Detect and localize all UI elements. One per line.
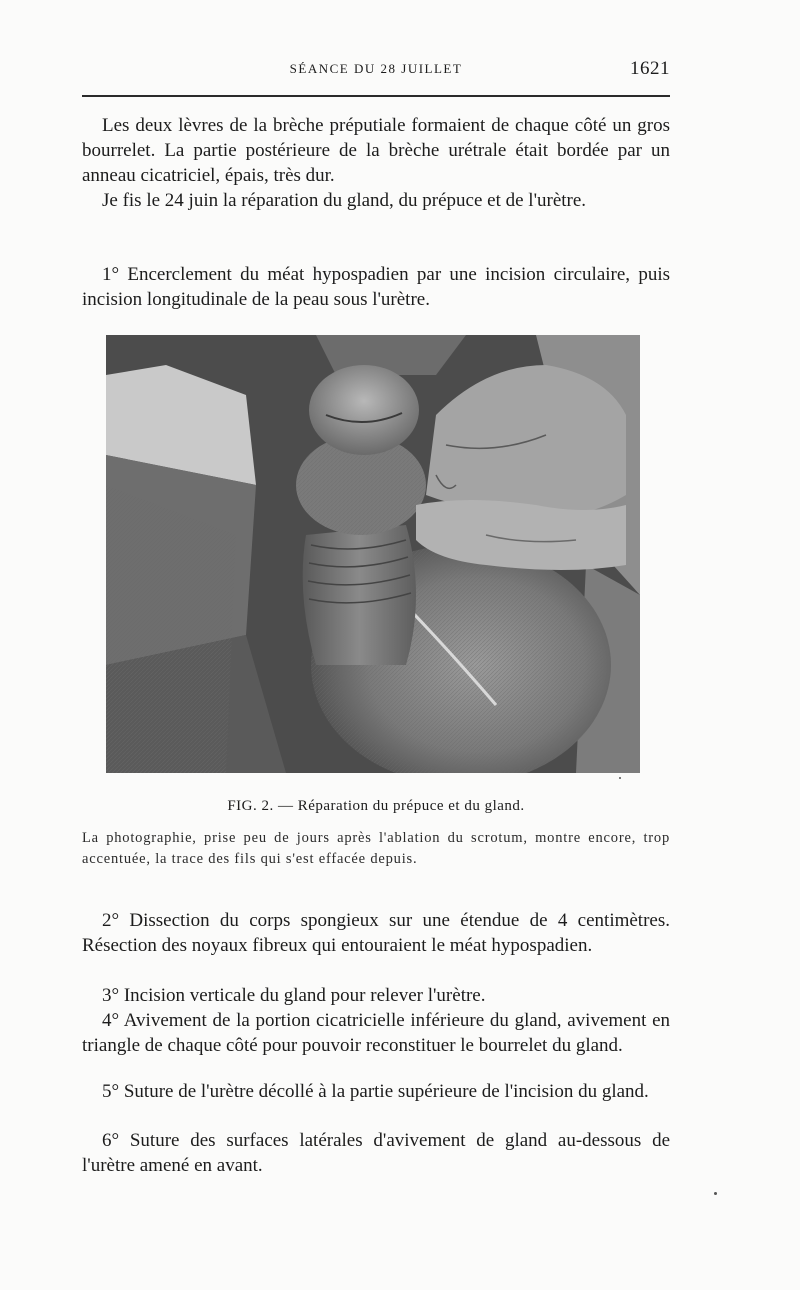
- photograph-illustration: [106, 335, 640, 773]
- page-number: 1621: [630, 58, 670, 79]
- paragraph-repair-date: Je fis le 24 juin la réparation du gland, du prépuce et de l'urètre.: [102, 190, 587, 211]
- paragraph-preputial-breach: Les deux lèvres de la brèche préputiale formaient de chaque côté un gros bourrelet. La partie postérieure de la brèche urétrale était bordée par un anneau cicatriciel, épais, très dur.: [82, 115, 670, 186]
- figure-caption: FIG. 2. — Réparation du prépuce et du gland.: [227, 798, 525, 814]
- print-speck: [714, 1192, 717, 1195]
- figure-legend: La photographie, prise peu de jours après l'ablation du scrotum, montre encore, trop accentuée, la trace des fils qui s'est effacée depuis.: [82, 830, 670, 867]
- clinical-photograph: [106, 335, 640, 773]
- print-speck: [619, 777, 621, 779]
- step-4-paragraph: 4° Avivement de la portion cicatricielle inférieure du gland, avivement en triangle de chaque côté pour pouvoir reconstituer le bourrelet du gland.: [82, 1010, 670, 1056]
- running-head: SÉANCE DU 28 JUILLET: [289, 61, 463, 76]
- step-5-paragraph: 5° Suture de l'urètre décollé à la partie supérieure de l'incision du gland.: [102, 1081, 649, 1102]
- step-1-paragraph: 1° Encerclement du méat hypospadien par une incision circulaire, puis incision longitudinale de la peau sous l'urètre.: [82, 264, 670, 310]
- step-6-paragraph: 6° Suture des surfaces latérales d'avivement de gland au-dessous de l'urètre amené en avant.: [82, 1130, 670, 1176]
- step-3-paragraph: 3° Incision verticale du gland pour relever l'urètre.: [102, 985, 486, 1006]
- page-header: [82, 58, 670, 82]
- header-rule: [82, 95, 670, 97]
- step-2-paragraph: 2° Dissection du corps spongieux sur une étendue de 4 centimètres. Résection des noyaux fibreux qui entouraient le méat hypospadien.: [82, 910, 670, 956]
